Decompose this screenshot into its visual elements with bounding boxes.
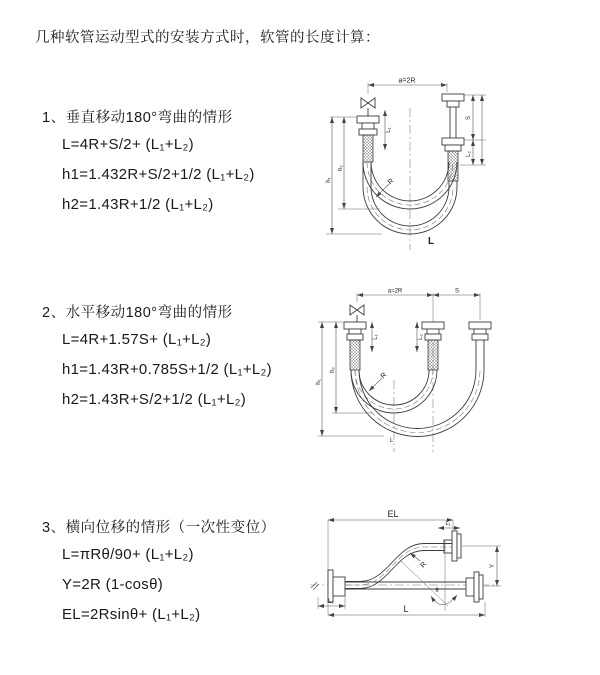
left-fitting	[344, 322, 366, 370]
section-2-number: 2、	[42, 305, 66, 321]
radius-label: R	[379, 371, 389, 381]
dim-s-label: S	[454, 288, 460, 295]
dim-l1	[385, 110, 392, 150]
diagram-vertical-180-bend	[310, 70, 590, 260]
hose-position-1	[351, 370, 437, 413]
radius-label: R	[386, 177, 396, 187]
radius-pointer	[376, 178, 395, 197]
axis-mark	[311, 582, 319, 590]
dim-a2r	[368, 78, 447, 95]
valve-icon	[361, 98, 375, 116]
section-1-title: 垂直移动180°弯曲的情形	[65, 110, 233, 126]
middle-fitting	[422, 322, 444, 370]
dim-h1-label: h₁	[316, 379, 322, 385]
dim-l2-label: L₂	[328, 599, 334, 605]
left-flange	[328, 570, 345, 602]
section-2-heading	[42, 301, 233, 322]
section-3-formula-L: L=πRθ/90+ (L₁+L₂)	[62, 546, 194, 563]
section-3-title: 横向位移的情形（一次性变位）	[65, 520, 276, 536]
section-2-formula-h1: h1=1.43R+0.785S+1/2 (L₁+L₂)	[62, 361, 272, 378]
dim-l1-label: L₁	[373, 334, 379, 340]
dim-l1-label: L₁	[445, 521, 451, 527]
radius-label: R	[419, 560, 429, 570]
diagram-horizontal-180-bend	[310, 280, 590, 470]
section-1-formula-h2: h2=1.43R+1/2 (L₁+L₂)	[62, 196, 214, 213]
section-2-title: 水平移动180°弯曲的情形	[65, 305, 233, 321]
diagram-lateral-displacement	[298, 498, 600, 648]
left-fitting	[357, 116, 379, 162]
dim-l2-label: L₂	[418, 334, 424, 340]
section-3-number: 3、	[42, 520, 66, 536]
length-label: L	[428, 236, 435, 247]
dim-a2r	[357, 289, 480, 321]
section-2-formula-L: L=4R+1.57S+ (L₁+L₂)	[62, 331, 212, 348]
page-title: 几种软管运动型式的安装方式时，软管的长度计算：	[35, 30, 380, 46]
dim-l1	[438, 521, 460, 528]
right-fitting-upper	[442, 94, 464, 138]
dim-a2r-label: a=2R	[387, 288, 403, 295]
section-1-formula-h1: h1=1.432R+S/2+1/2 (L₁+L₂)	[62, 166, 255, 183]
dim-l	[328, 602, 485, 617]
right-flange-original	[466, 572, 483, 602]
dim-s-label: S	[466, 115, 472, 121]
section-1-formula-L: L=4R+S/2+ (L₁+L₂)	[62, 136, 194, 153]
dim-y-label: Y	[490, 563, 496, 569]
dim-a2r-label: a=2R	[398, 77, 416, 85]
right-fitting-lower	[442, 138, 464, 181]
angle-label: θ	[435, 588, 439, 594]
right-fitting-moved	[469, 322, 491, 370]
moved-flange	[444, 531, 461, 561]
dim-l1	[372, 322, 379, 352]
length-label: L	[390, 438, 394, 444]
hose-position-2	[351, 370, 484, 437]
dim-h2-label: h₂	[338, 165, 344, 171]
radius-pointer	[410, 553, 428, 569]
radius-pointer	[369, 372, 388, 391]
section-3-heading	[42, 516, 276, 537]
section-3-formula-EL: EL=2Rsinθ+ (L₁+L₂)	[62, 606, 201, 623]
dim-el-label: EL	[387, 509, 399, 519]
dim-l2	[318, 597, 345, 609]
dim-s	[433, 289, 480, 296]
section-1-heading	[42, 106, 233, 127]
dim-l2-label: L₂	[466, 151, 472, 157]
section-3-formula-Y: Y=2R (1-cosθ)	[62, 576, 164, 593]
dim-h1-label: h₁	[326, 177, 332, 183]
dim-l1-label: L₁	[386, 127, 392, 133]
dim-h2-label: h₂	[330, 367, 336, 373]
valve-icon	[350, 305, 364, 322]
dim-l-label: L	[403, 604, 409, 614]
dim-l2	[466, 95, 482, 165]
section-1-number: 1、	[42, 110, 66, 126]
dim-el	[328, 509, 453, 615]
section-2-formula-h2: h2=1.43R+S/2+1/2 (L₁+L₂)	[62, 391, 247, 408]
